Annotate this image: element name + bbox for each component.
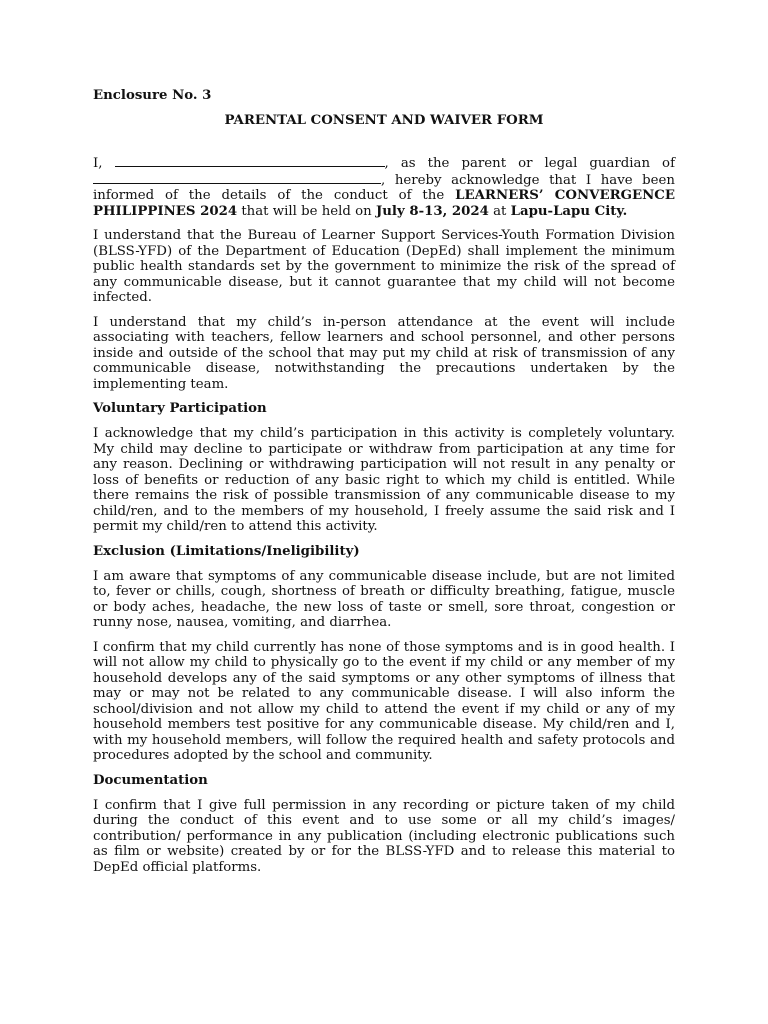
- intro-text-2: , as the parent or legal guardian of: [384, 156, 675, 171]
- child-name-blank[interactable]: [93, 172, 381, 184]
- documentation-paragraph: I confirm that I give full permission in any recording or picture taken of my child during the conduct of this event and to use some or all my child’s images/ contribution/ performance in any publication (including electronic publications such as film or website) created by or for the BLSS-YFD and to release this material to DepEd official platforms.: [93, 797, 675, 875]
- exclusion-heading: Exclusion (Limitations/Ineligibility): [93, 543, 360, 559]
- understand-paragraph-1: I understand that the Bureau of Learner Support Services-Youth Formation Division (BLSS-YFD) of the Department of Education (DepEd) shall implement the minimum public health standards set by the government to minimize the risk of the spread of any communicable disease, but it cannot guarantee that my child will not become infected.: [93, 228, 675, 305]
- documentation-heading: Documentation: [93, 772, 208, 788]
- intro-text-3: , hereby acknowledge that I have been informed of the details of the conduct of the: [93, 172, 675, 203]
- parent-name-blank[interactable]: [115, 155, 385, 167]
- intro-text-4: that will be held on: [241, 203, 372, 219]
- enclosure-label: Enclosure No. 3: [93, 88, 212, 103]
- exclusion-paragraph-1: I am aware that symptoms of any communicable disease include, but are not limited to, fever or chills, cough, shortness of breath or difficulty breathing, fatigue, muscle or body aches, headache, the new loss of taste or smell, sore throat, congestion or runny nose, nausea, vomiting, and diarrhea.: [93, 568, 675, 630]
- voluntary-heading: Voluntary Participation: [93, 401, 267, 416]
- intro-paragraph: [93, 155, 675, 219]
- understand-paragraph-2: I understand that my child’s in-person attendance at the event will include associating with teachers, fellow learners and school personnel, and other persons inside and outside of the school that may put my child at risk of transmission of any communicable disease, notwithstanding the precautions undertaken by the implementing team.: [93, 314, 675, 392]
- event-venue: Lapu-Lapu City.: [510, 203, 628, 219]
- form-title: PARENTAL CONSENT AND WAIVER FORM: [224, 113, 544, 128]
- event-name: LEARNERS’ CONVERGENCE PHILIPPINES 2024: [93, 188, 675, 219]
- intro-text-1: I,: [93, 156, 103, 171]
- intro-text-5: at: [493, 203, 507, 219]
- exclusion-paragraph-2: I confirm that my child currently has none of those symptoms and is in good health. I will not allow my child to physically go to the event if my child or any member of my household develops any of the said symptoms or any other symptoms of illness that may or may not be related to any communicable disease. I will also inform the school/division and not allow my child to attend the event if my child or any of my household members test positive for any communicable disease. My child/ren and I, with my household members, will follow the required health and safety protocols and procedures adopted by the school and community.: [93, 639, 675, 763]
- voluntary-paragraph: I acknowledge that my child’s participation in this activity is completely voluntary. My child may decline to participate or withdraw from participation at any time for any reason. Declining or withdrawing participation will not result in any penalty or loss of benefits or reduction of any basic right to which my child is entitled. While there remains the risk of possible transmission of any communicable disease to my child/ren, and to the members of my household, I freely assume the said risk and I permit my child/ren to attend this activity.: [93, 426, 675, 534]
- event-dates: July 8-13, 2024: [375, 203, 489, 219]
